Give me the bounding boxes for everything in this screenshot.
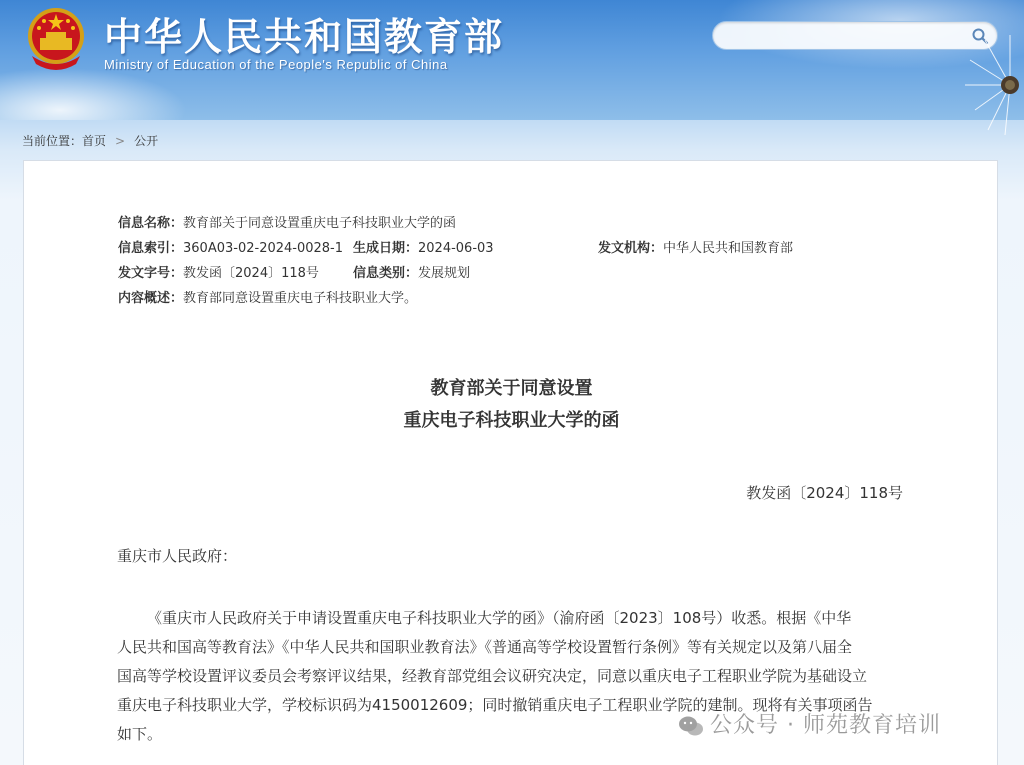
search-input[interactable] bbox=[727, 26, 967, 46]
watermark-text: 公众号 · 师苑教育培训 bbox=[710, 713, 941, 738]
wechat-icon bbox=[678, 715, 704, 737]
content-panel bbox=[23, 160, 998, 765]
wechat-watermark bbox=[678, 708, 941, 742]
breadcrumb bbox=[22, 132, 158, 149]
site-title-chinese[interactable]: 中华人民共和国教育部 bbox=[104, 15, 505, 59]
breadcrumb-prefix: 当前位置： bbox=[22, 134, 83, 148]
site-title-english: Ministry of Education of the People's Republic of China bbox=[104, 57, 448, 72]
meta-agency-label: 发文机构： bbox=[598, 241, 664, 256]
breadcrumb-home-link[interactable]: 首页 bbox=[82, 134, 107, 148]
meta-row-name bbox=[118, 213, 456, 238]
meta-agency-value: 中华人民共和国教育部 bbox=[663, 241, 794, 256]
meta-index-label: 信息索引： bbox=[118, 241, 184, 256]
national-emblem-icon[interactable] bbox=[24, 6, 88, 72]
document-addressee: 重庆市人民政府： bbox=[117, 547, 238, 565]
meta-date-label: 生成日期： bbox=[353, 241, 419, 256]
meta-name-label: 信息名称： bbox=[118, 216, 184, 231]
meta-docno-label: 发文字号： bbox=[118, 266, 184, 281]
meta-row-docno bbox=[118, 263, 471, 288]
meta-row-index bbox=[118, 238, 794, 263]
meta-index-value: 360A03-02-2024-0028-1 bbox=[183, 241, 344, 256]
breadcrumb-separator: > bbox=[115, 134, 126, 148]
body-line: 人民共和国高等教育法》《中华人民共和国职业教育法》《普通高等学校设置暂行条例》等有关规定以及第八届全 bbox=[117, 638, 853, 656]
meta-summary-value: 教育部同意设置重庆电子科技职业大学。 bbox=[183, 291, 418, 306]
document-title-line2: 重庆电子科技职业大学的函 bbox=[403, 410, 620, 431]
body-line: 重庆电子科技职业大学，学校标识码为4150012609；同时撤销重庆电子工程职业学院的建制。现将有关事项函告 bbox=[117, 696, 873, 714]
meta-row-summary bbox=[118, 288, 456, 313]
meta-summary-label: 内容概述： bbox=[118, 291, 184, 306]
search-box bbox=[712, 21, 998, 50]
meta-date-value: 2024-06-03 bbox=[418, 241, 494, 256]
meta-name-value: 教育部关于同意设置重庆电子科技职业大学的函 bbox=[183, 216, 457, 231]
meta-docno-value: 教发函〔2024〕118号 bbox=[183, 266, 319, 281]
meta-category-label: 信息类别： bbox=[353, 266, 419, 281]
meta-category-value: 发展规划 bbox=[418, 266, 471, 281]
body-line: 《重庆市人民政府关于申请设置重庆电子科技职业大学的函》（渝府函〔2023〕108号）收悉。根据《中华 bbox=[147, 609, 852, 627]
breadcrumb-public-link[interactable]: 公开 bbox=[134, 134, 159, 148]
document-title-line1: 教育部关于同意设置 bbox=[430, 378, 593, 399]
dandelion-decoration-icon bbox=[960, 30, 1024, 140]
body-line: 如下。 bbox=[117, 725, 163, 743]
info-metadata bbox=[118, 213, 794, 313]
site-header bbox=[0, 0, 1024, 120]
document-number: 教发函〔2024〕118号 bbox=[746, 484, 903, 502]
body-line: 国高等学校设置评议委员会考察评议结果，经教育部党组会议研究决定，同意以重庆电子工程职业学院为基础设立 bbox=[117, 667, 868, 685]
